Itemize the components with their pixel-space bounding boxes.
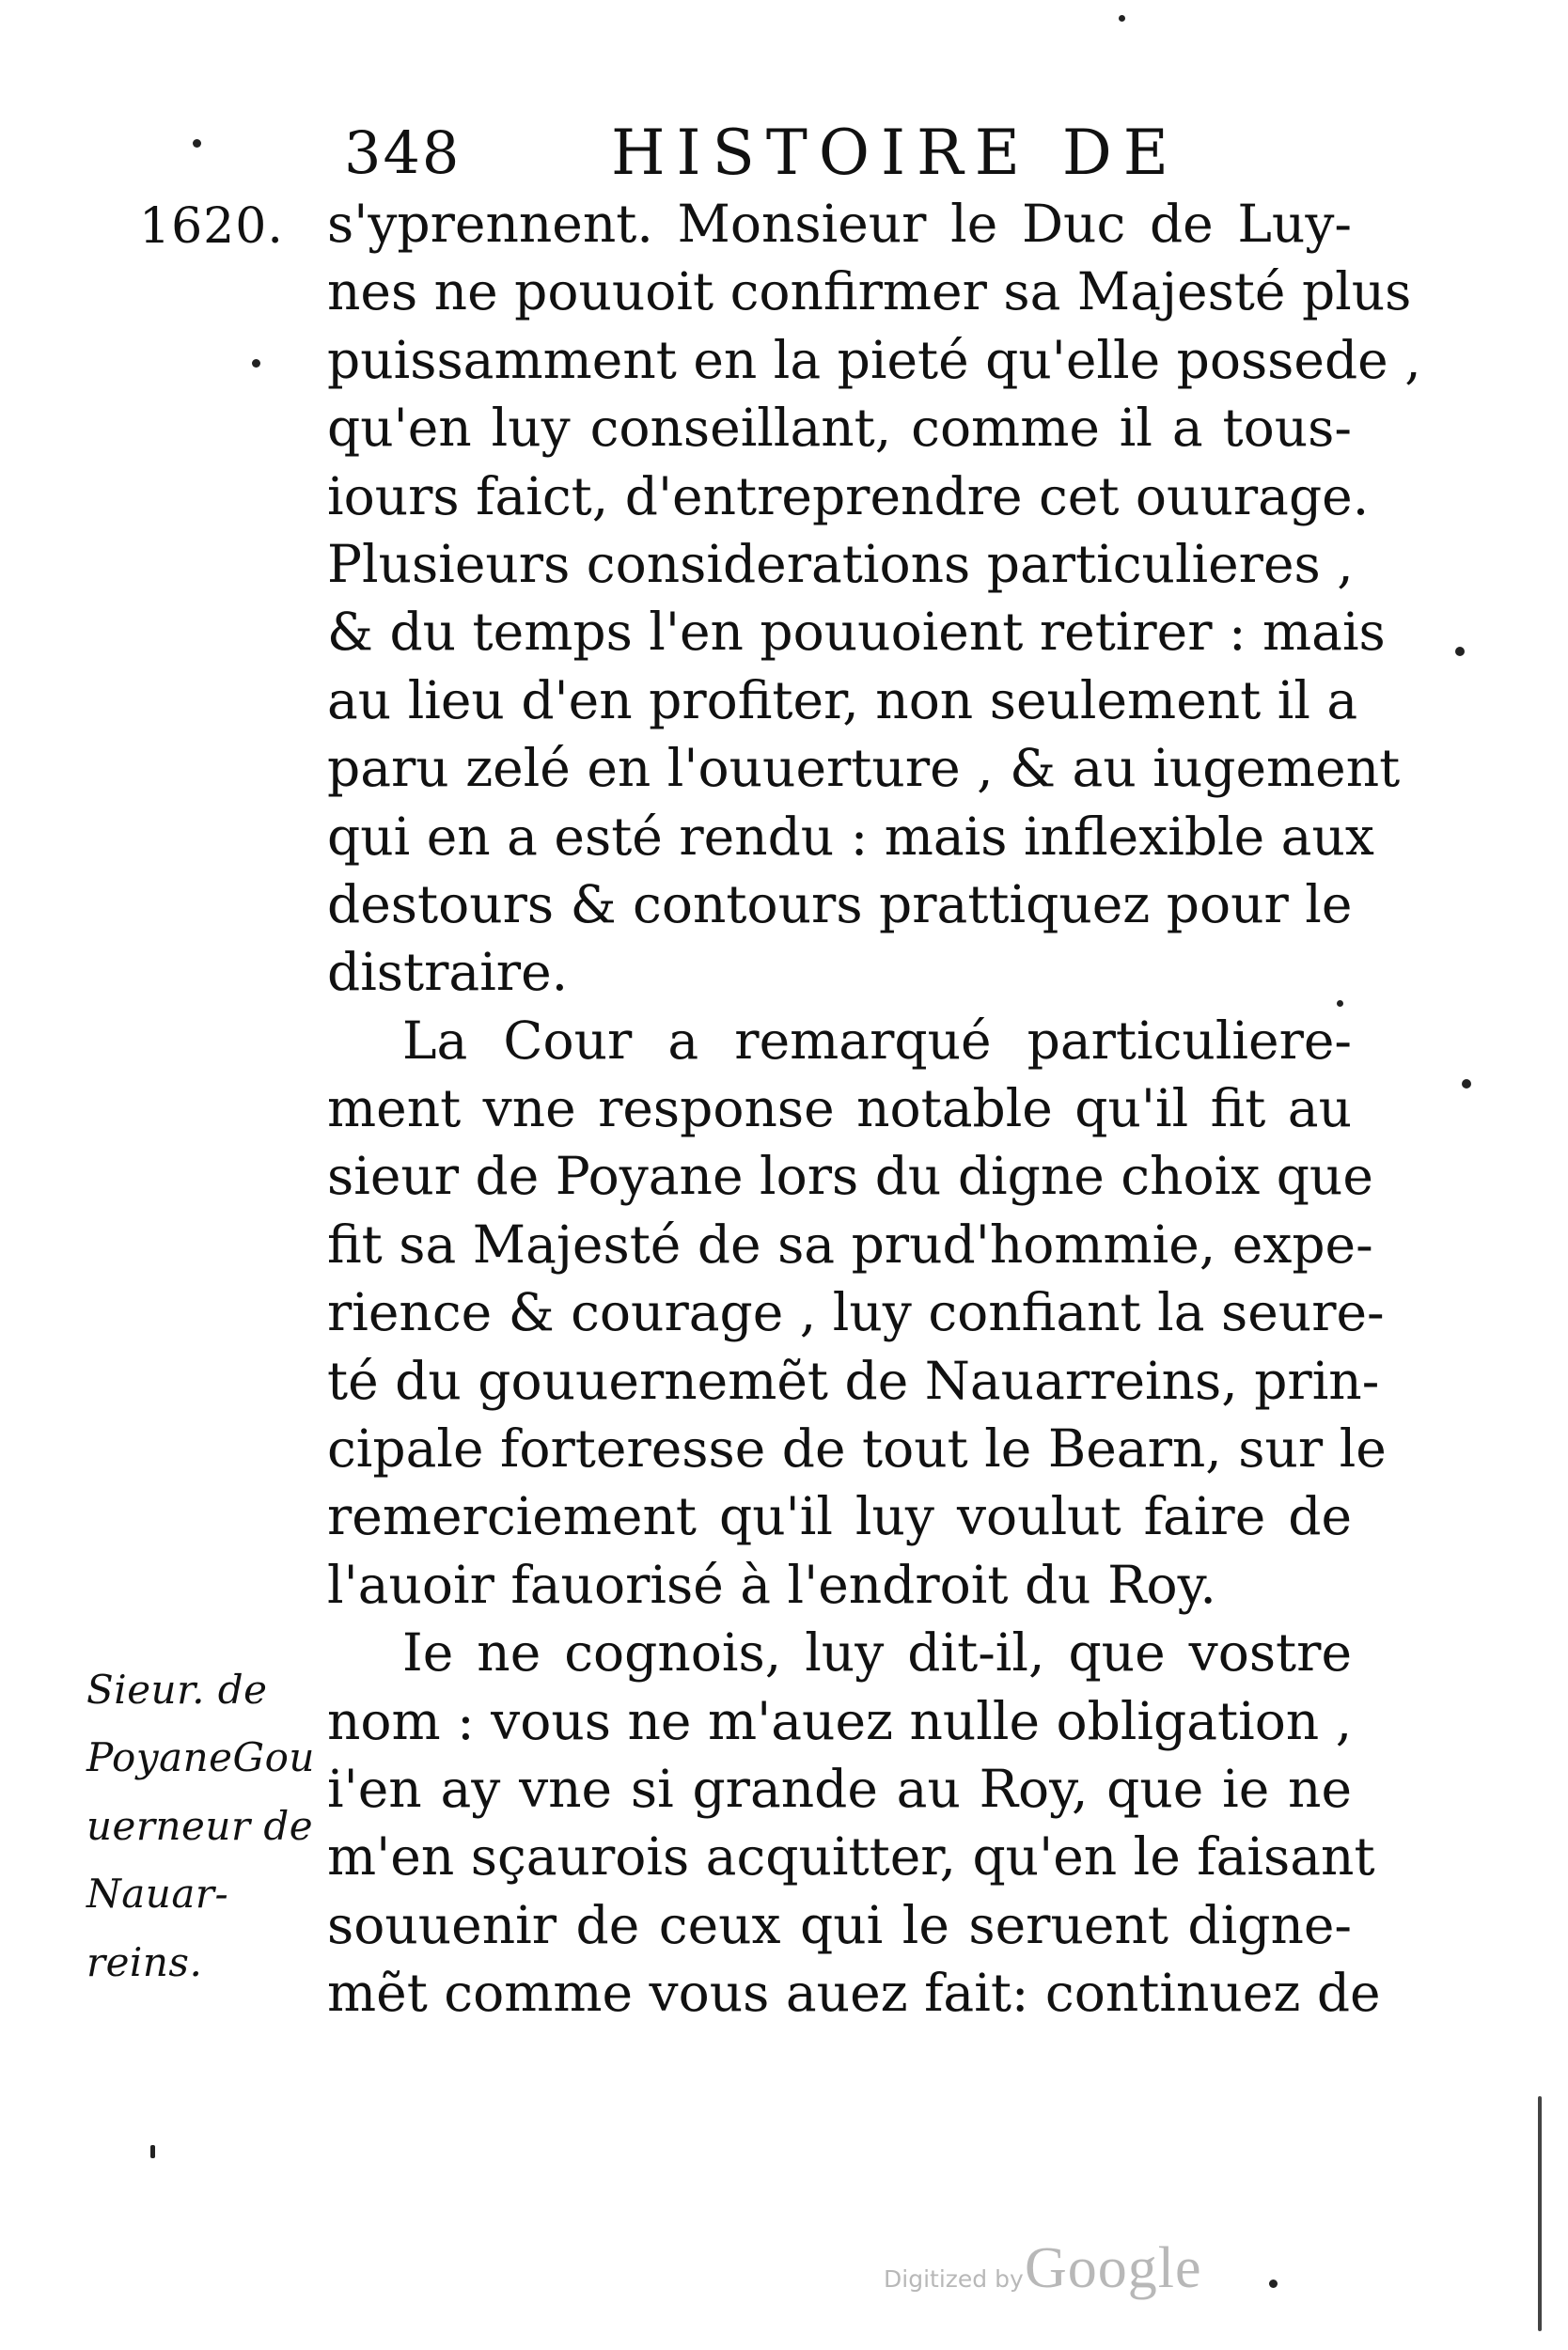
text-line: s'yprennent. Monsieur le Duc de Luy-	[327, 194, 1352, 254]
text-line: remerciement qu'il luy voulut faire de	[327, 1486, 1352, 1547]
text-line: Ie ne cognois, luy dit-il, que vostre	[402, 1622, 1352, 1684]
running-head	[329, 111, 1213, 196]
text-line: nes ne pouuoit confirmer sa Majesté plus	[327, 261, 1412, 322]
text-line: iours faict, d'entreprendre cet ouurage.	[327, 465, 1370, 526]
running-title: HISTOIRE DE	[611, 117, 1180, 189]
text-line: La Cour a remarqué particuliere-	[402, 1010, 1352, 1071]
digitization-watermark	[884, 2228, 1278, 2312]
body-text	[327, 190, 1421, 2028]
scan-speck	[1119, 15, 1125, 22]
text-line: l'auoir fauorisé à l'endroit du Roy.	[327, 1554, 1216, 1615]
text-line: cipale forteresse de tout le Bearn, sur le	[327, 1418, 1387, 1480]
text-line: ment vne response notable qu'il fit au	[327, 1078, 1352, 1139]
watermark-prefix: Digitized by	[884, 2265, 1024, 2293]
text-line: qu'en luy conseillant, comme il a tous-	[327, 398, 1352, 459]
margin-note-line: reins.	[86, 1938, 203, 1985]
scan-speck	[1538, 2096, 1542, 2331]
margin-note-line: Nauar-	[86, 1871, 229, 1918]
scan-speck	[1462, 1079, 1471, 1089]
watermark-brand: Google	[1025, 2236, 1202, 2300]
text-line: souuenir de ceux qui le seruent digne-	[327, 1894, 1352, 1955]
margin-note-line: PoyaneGou	[86, 1734, 315, 1781]
text-line: qui en a esté rendu : mais inflexible aux	[327, 806, 1374, 867]
text-line: i'en ay vne si grande au Roy, que ie ne	[327, 1758, 1352, 1819]
margin-note-line: Sieur. de	[86, 1667, 268, 1713]
text-line: puissamment en la pieté qu'elle possede ,	[327, 329, 1421, 390]
text-line: té du gouuernemẽt de Nauarreins, prin-	[327, 1350, 1380, 1411]
margin-year: 1620.	[139, 198, 284, 255]
margin-note-line: uerneur de	[86, 1802, 314, 1849]
scan-speck	[150, 2145, 155, 2158]
text-line: sieur de Poyane lors du digne choix que	[327, 1146, 1373, 1207]
text-line: destours & contours prattiquez pour le	[327, 873, 1353, 934]
scan-speck	[252, 359, 260, 368]
text-line: rience & courage , luy confiant la seure-	[327, 1282, 1385, 1343]
page-number: 348	[344, 118, 462, 187]
text-line: mẽt comme vous auez fait: continuez de	[327, 1963, 1381, 2024]
text-line: distraire.	[327, 942, 569, 1003]
scan-speck	[1337, 1000, 1343, 1007]
text-line: nom : vous ne m'auez nulle obligation ,	[327, 1690, 1353, 1751]
margin-note	[86, 1656, 321, 1997]
text-line: au lieu d'en profiter, non seulement il a	[327, 669, 1358, 730]
scan-speck	[1455, 647, 1465, 656]
text-line: paru zelé en l'ouuerture , & au iugement	[327, 738, 1401, 799]
text-line: & du temps l'en pouuoient retirer : mais	[327, 602, 1386, 663]
text-line: Plusieurs considerations particulieres ,	[327, 533, 1354, 594]
text-line: m'en sçaurois acquitter, qu'en le faisant	[327, 1826, 1375, 1888]
scan-speck	[193, 139, 201, 148]
text-line: fit sa Majesté de sa prud'hommie, expe-	[327, 1214, 1373, 1275]
